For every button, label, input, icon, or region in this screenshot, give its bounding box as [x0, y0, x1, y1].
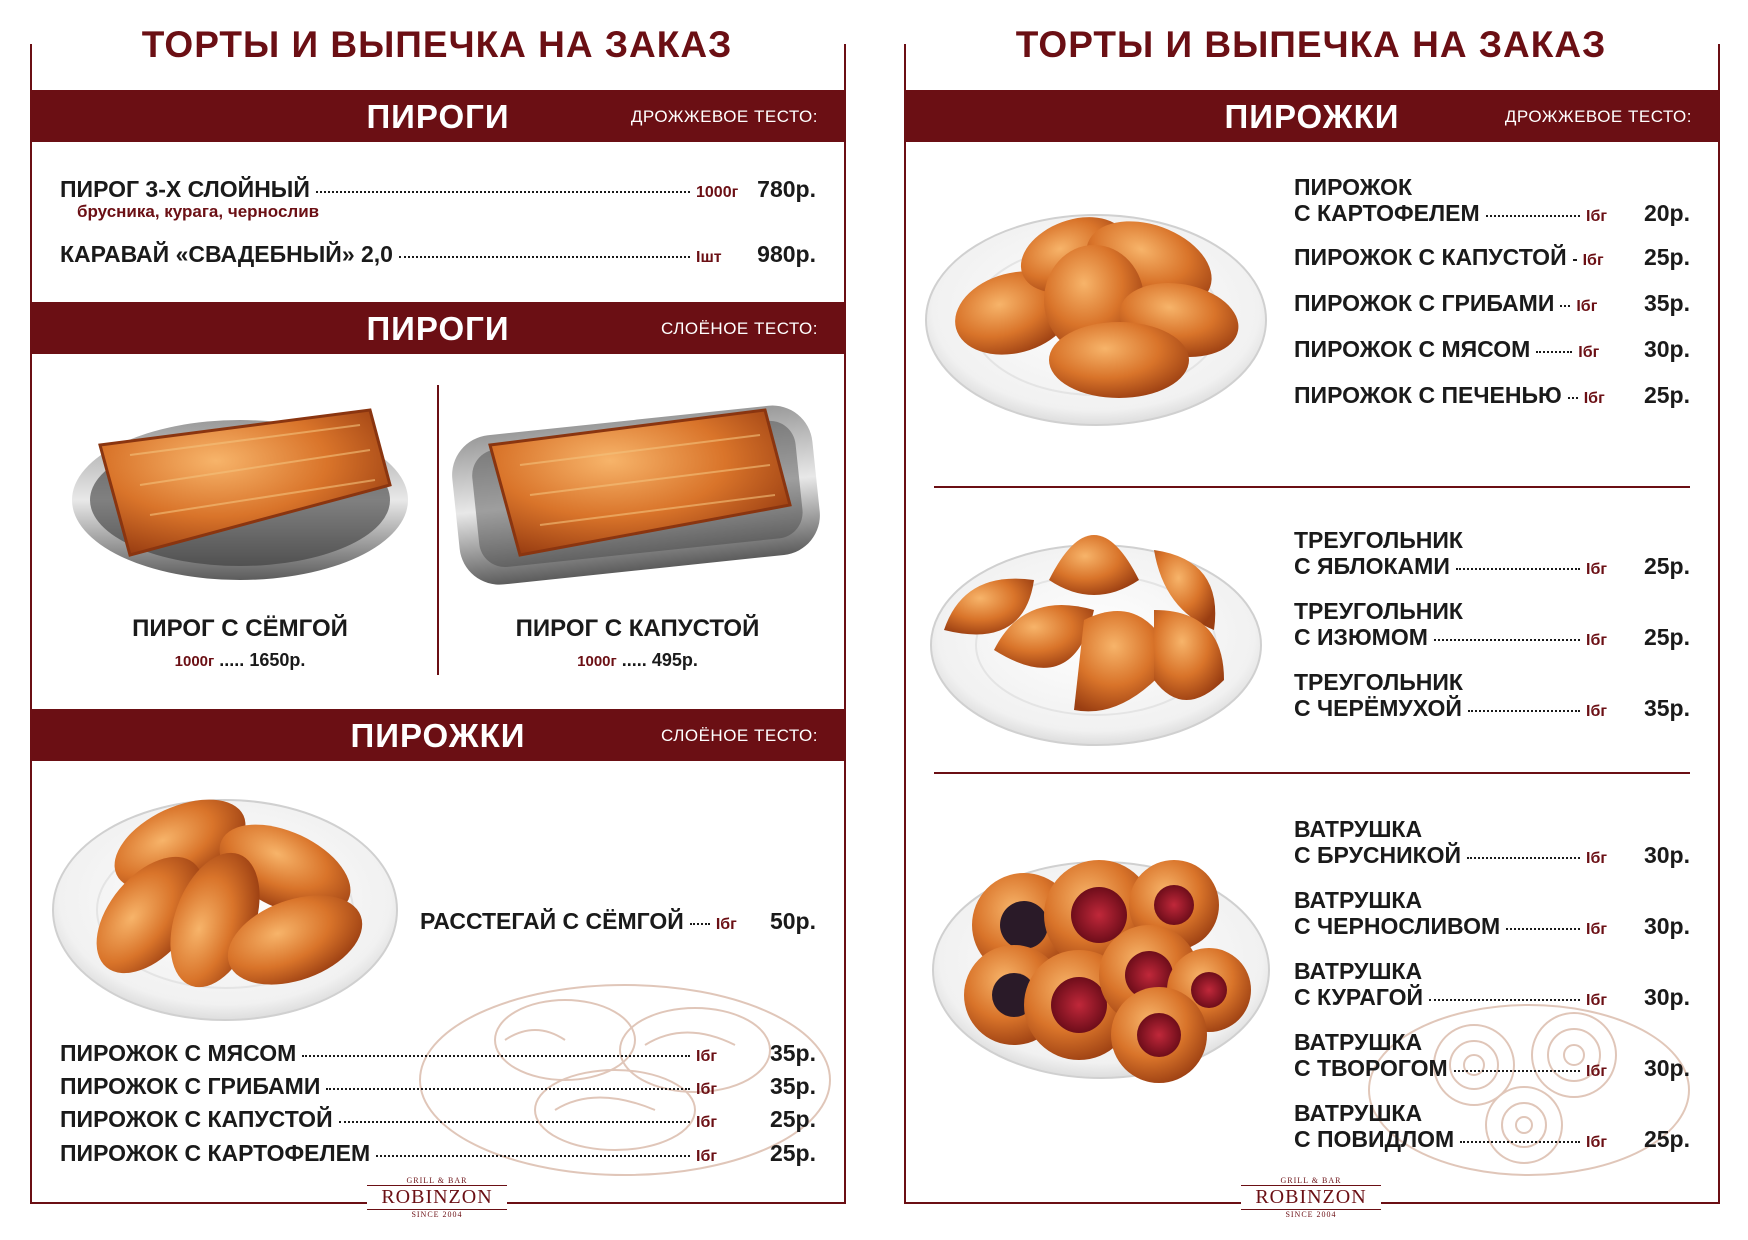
item-price: 30р.	[1643, 913, 1690, 939]
item-name-line1: ТРЕУГОЛЬНИК	[1294, 598, 1463, 624]
triangles-plate-image	[924, 500, 1269, 750]
menu-item-two-line	[1294, 816, 1690, 872]
salmon-pie-image	[70, 395, 410, 590]
menu-item-featured	[420, 908, 816, 935]
leader-dots	[1460, 1141, 1580, 1143]
item-price: 25р.	[1643, 382, 1690, 408]
leader-dots	[302, 1055, 690, 1057]
item-price: 30р.	[1643, 336, 1690, 362]
item-weight: Iбг	[1586, 703, 1607, 720]
section-title: ПИРОЖКИ	[350, 717, 526, 754]
item-weight: Iбг	[715, 916, 737, 933]
pie-weight-price	[60, 650, 420, 671]
item-name-line2: С ЧЕРНОСЛИВОМ	[1294, 913, 1501, 939]
leader-dots	[1434, 639, 1580, 641]
leader-dots	[1506, 928, 1580, 930]
section-title: ПИРОГИ	[366, 310, 510, 347]
menu-item-two-line	[1294, 1100, 1690, 1156]
rasstegai-plate-image	[50, 780, 400, 1025]
item-weight: Iбг	[696, 1081, 717, 1098]
item-name: ПИРОЖОК С КАПУСТОЙ	[60, 1106, 333, 1132]
item-name: ПИРОЖОК С КАРТОФЕЛЕМ	[60, 1140, 371, 1166]
item-name-line1: ВАТРУШКА	[1294, 1029, 1423, 1055]
item-weight: Iбг	[1582, 252, 1604, 269]
item-name: ПИРОЖОК С ГРИБАМИ	[1294, 290, 1555, 316]
item-weight: Iбг	[696, 1048, 717, 1065]
menu-item	[1294, 244, 1690, 274]
leader-dots	[1456, 568, 1580, 570]
item-weight: Iбг	[1578, 344, 1600, 361]
menu-item-two-line	[1294, 958, 1690, 1014]
item-name-line1: ВАТРУШКА	[1294, 958, 1423, 984]
item-weight: Iбг	[696, 1114, 717, 1131]
section-title: ПИРОГИ	[366, 98, 510, 135]
item-price: 495р.	[651, 650, 698, 670]
item-weight: Iбг	[1586, 632, 1607, 649]
item-weight: Iбг	[1586, 1134, 1607, 1151]
item-name: ПИРОЖОК С ГРИБАМИ	[60, 1073, 321, 1099]
logo-since: SINCE 2004	[1285, 1210, 1337, 1219]
leader-dots	[376, 1155, 690, 1157]
item-name-line2: С КАРТОФЕЛЕМ	[1294, 200, 1480, 226]
logo-tagline: GRILL & BAR	[1280, 1176, 1342, 1185]
item-price: 25р.	[1643, 244, 1690, 270]
menu-item	[60, 1040, 816, 1067]
item-price: 20р.	[1643, 200, 1690, 226]
section-dough-note: СЛОЁНОЕ ТЕСТО:	[660, 726, 818, 745]
leader-dots	[1429, 999, 1580, 1001]
item-name-line2: С ТВОРОГОМ	[1294, 1055, 1448, 1081]
item-name: ПИРОЖОК С ПЕЧЕНЬЮ	[1294, 382, 1562, 408]
item-name-line2: С ИЗЮМОМ	[1294, 624, 1428, 650]
menu-item-two-line	[1294, 527, 1690, 583]
item-weight: Iшт	[696, 249, 722, 266]
leader-dots	[399, 256, 690, 258]
leader-dots	[326, 1088, 690, 1090]
menu-item-two-line	[1294, 669, 1690, 725]
item-weight: 1000г	[174, 653, 215, 670]
left-page-title: ТОРТЫ И ВЫПЕЧКА НА ЗАКАЗ	[0, 24, 874, 66]
leader-dots	[1536, 351, 1572, 353]
item-price: 25р.	[1643, 624, 1690, 650]
menu-item	[60, 1106, 816, 1133]
cabbage-pie-image	[450, 390, 825, 590]
menu-item	[60, 1073, 816, 1100]
item-price: 980р.	[757, 241, 816, 267]
menu-item	[1294, 336, 1690, 366]
right-page-title: ТОРТЫ И ВЫПЕЧКА НА ЗАКАЗ	[874, 24, 1748, 66]
item-name: ПИРОЖОК С КАПУСТОЙ	[1294, 244, 1567, 270]
item-price: 35р.	[769, 1040, 816, 1066]
logo-name: ROBINZON	[1241, 1185, 1381, 1210]
menu-item-two-line	[1294, 887, 1690, 943]
leader-dots	[1560, 305, 1570, 307]
item-name-line1: ВАТРУШКА	[1294, 1100, 1423, 1126]
item-name-line1: ВАТРУШКА	[1294, 887, 1423, 913]
vatrushki-plate-image	[929, 845, 1274, 1090]
item-name-line1: ТРЕУГОЛЬНИК	[1294, 669, 1463, 695]
item-name: ПИРОЖОК С МЯСОМ	[1294, 336, 1531, 362]
item-price: 50р.	[769, 908, 816, 934]
leader-dots	[1454, 1070, 1580, 1072]
section-dough-note: СЛОЁНОЕ ТЕСТО:	[660, 319, 818, 338]
item-weight: Iбг	[1586, 850, 1607, 867]
item-name-line2: С КУРАГОЙ	[1294, 984, 1424, 1010]
item-name-line2: С БРУСНИКОЙ	[1294, 842, 1462, 868]
leader-dots	[1467, 857, 1580, 859]
item-name-line1: ПИРОЖОК	[1294, 174, 1413, 200]
item-weight: Iбг	[1583, 390, 1605, 407]
item-name: ПИРОЖОК С МЯСОМ	[60, 1040, 297, 1066]
leader-dots: .....	[219, 650, 245, 670]
leader-dots	[1468, 710, 1580, 712]
menu-item	[1294, 290, 1690, 320]
item-name-line2: С ЯБЛОКАМИ	[1294, 553, 1450, 579]
section-title: ПИРОЖКИ	[1224, 98, 1400, 135]
pie-caption: ПИРОГ С КАПУСТОЙ	[515, 615, 760, 642]
menu-item	[60, 1140, 816, 1167]
item-weight: Iбг	[1576, 298, 1598, 315]
item-weight: 1000г	[577, 653, 617, 670]
leader-dots	[1486, 215, 1580, 217]
section-divider	[934, 486, 1690, 488]
leader-dots	[1568, 397, 1578, 399]
robinzon-logo	[367, 1176, 507, 1219]
section-band-pirozhki-puff	[30, 709, 846, 761]
logo-tagline: GRILL & BAR	[406, 1176, 468, 1185]
item-price: 1650р.	[249, 650, 306, 670]
section-band-pirogi-yeast	[30, 90, 846, 142]
item-weight: Iбг	[1586, 921, 1607, 938]
item-weight: Iбг	[696, 1148, 717, 1165]
menu-item-two-line	[1294, 1029, 1690, 1085]
item-weight: Iбг	[1586, 992, 1607, 1009]
column-divider	[437, 385, 439, 675]
item-price: 30р.	[1643, 984, 1690, 1010]
item-price: 25р.	[769, 1140, 816, 1166]
item-weight: Iбг	[1586, 561, 1607, 578]
item-name-line1: ВАТРУШКА	[1294, 816, 1423, 842]
item-price: 35р.	[1643, 290, 1690, 316]
item-price: 25р.	[1643, 1126, 1690, 1152]
menu-item	[1294, 382, 1690, 412]
section-divider	[934, 772, 1690, 774]
logo-name: ROBINZON	[367, 1185, 507, 1210]
item-price: 30р.	[1643, 1055, 1690, 1081]
menu-item	[60, 241, 816, 268]
item-price: 35р.	[1643, 695, 1690, 721]
item-price: 30р.	[1643, 842, 1690, 868]
section-band-pirozhki-yeast	[904, 90, 1720, 142]
leader-dots	[316, 191, 690, 193]
item-price: 25р.	[1643, 553, 1690, 579]
pie-weight-price	[450, 650, 825, 671]
menu-item-two-line	[1294, 174, 1690, 230]
section-band-pirogi-puff	[30, 302, 846, 354]
item-name-line1: ТРЕУГОЛЬНИК	[1294, 527, 1463, 553]
item-price: 35р.	[769, 1073, 816, 1099]
pirozhki-plate-image	[924, 195, 1269, 430]
item-name: РАССТЕГАЙ С СЁМГОЙ	[420, 908, 684, 934]
menu-item-two-line	[1294, 598, 1690, 654]
item-weight: Iбг	[1586, 208, 1607, 225]
pie-caption: ПИРОГ С СЁМГОЙ	[132, 615, 348, 642]
item-price: 25р.	[769, 1106, 816, 1132]
item-filling: брусника, курага, чернослив	[77, 202, 320, 221]
right-menu-page	[874, 0, 1748, 1240]
item-name-line2: С ЧЕРЁМУХОЙ	[1294, 695, 1462, 721]
leader-dots	[339, 1121, 690, 1123]
robinzon-logo	[1241, 1176, 1381, 1219]
logo-since: SINCE 2004	[411, 1210, 463, 1219]
item-name: ПИРОГ 3-Х СЛОЙНЫЙ	[60, 176, 310, 202]
item-weight: Iбг	[1586, 1063, 1607, 1080]
menu-item	[60, 176, 816, 203]
item-name-line2: С ПОВИДЛОМ	[1294, 1126, 1455, 1152]
item-name: КАРАВАЙ «СВАДЕБНЫЙ» 2,0	[60, 241, 393, 267]
item-weight: 1000г	[696, 184, 739, 201]
leader-dots	[1573, 259, 1577, 261]
leader-dots: .....	[621, 650, 647, 670]
item-price: 780р.	[757, 176, 816, 202]
section-dough-note: ДРОЖЖЕВОЕ ТЕСТО:	[630, 107, 818, 126]
section-dough-note: ДРОЖЖЕВОЕ ТЕСТО:	[1504, 107, 1692, 126]
leader-dots	[690, 923, 710, 925]
